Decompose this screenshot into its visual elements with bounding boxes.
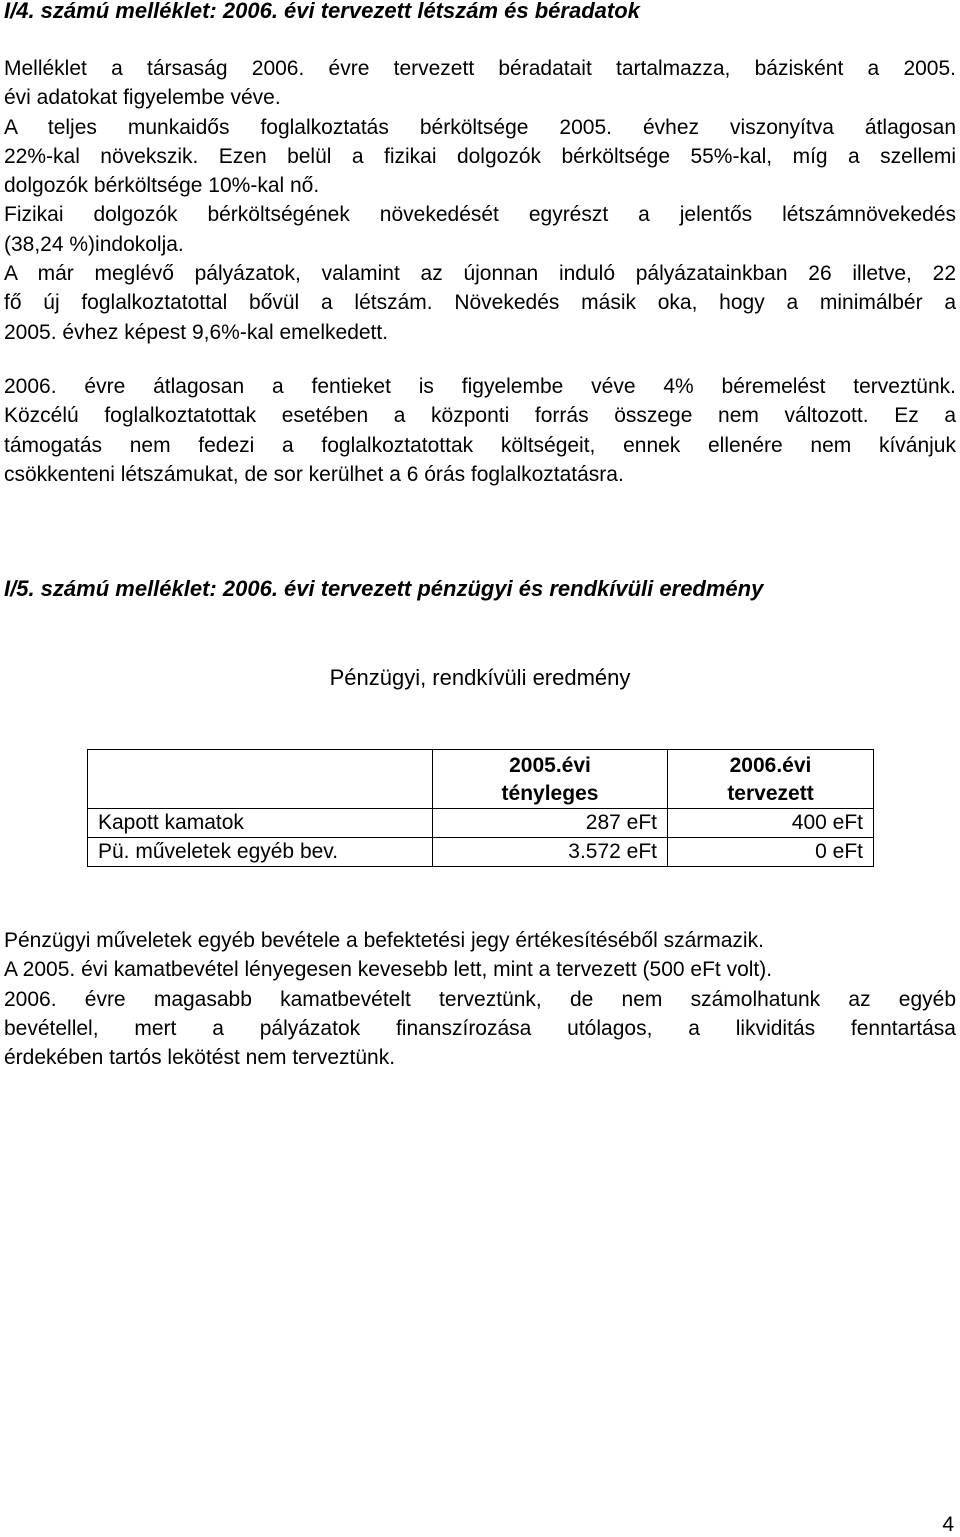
section-5-heading: I/5. számú melléklet: 2006. évi tervezett pénzügyi és rendkívüli eredmény bbox=[4, 576, 764, 601]
section-5-body bbox=[4, 926, 956, 1072]
table-cell-label: Kapott kamatok bbox=[88, 809, 433, 838]
text-line: A 2005. évi kamatbevétel lényegesen kevesebb lett, mint a tervezett (500 eFt volt). bbox=[4, 958, 773, 982]
table-cell-value: 400 eFt bbox=[668, 809, 874, 838]
page-number: 4 bbox=[942, 1513, 954, 1536]
header-line: 2006.évi bbox=[729, 754, 812, 777]
text-line: 2005. évhez képest 9,6%-kal emelkedett. bbox=[4, 320, 389, 344]
text-line: érdekében tartós lekötést nem terveztünk. bbox=[4, 1046, 396, 1070]
financial-results-table bbox=[87, 749, 874, 867]
text-line: Melléklet a társaság 2006. évre tervezett béradatait tartalmazza, bázisként a 2005. bbox=[4, 57, 956, 80]
text-line: (38,24 %)indokolja. bbox=[4, 232, 184, 256]
table-row bbox=[88, 838, 874, 867]
table-header-2005 bbox=[433, 750, 668, 809]
text-line: Fizikai dolgozók bérköltségének növekedését egyrészt a jelentős létszámnövekedés bbox=[4, 203, 956, 227]
text-line: 22%-kal növekszik. Ezen belül a fizikai dolgozók bérköltsége 55%-kal, míg a szellemi bbox=[4, 144, 956, 168]
text-line: 2006. évre magasabb kamatbevételt terveztünk, de nem számolhatunk az egyéb bbox=[4, 987, 956, 1011]
text-line: támogatás nem fedezi a foglalkoztatottak költségeit, ennek ellenére nem kívánjuk bbox=[4, 433, 956, 457]
header-line: 2005.évi bbox=[509, 754, 591, 777]
table-header-empty bbox=[88, 750, 433, 809]
text-line: bevétellel, mert a pályázatok finanszírozása utólagos, a likviditás fenntartása bbox=[4, 1016, 956, 1040]
text-line: csökkenteni létszámukat, de sor kerülhet a 6 órás foglalkoztatásra. bbox=[4, 462, 624, 486]
table-cell-value: 3.572 eFt bbox=[433, 838, 668, 867]
table-row bbox=[88, 809, 874, 838]
text-line: évi adatokat figyelembe véve. bbox=[4, 86, 281, 110]
header-line: tényleges bbox=[501, 782, 599, 805]
table-cell-label: Pü. műveletek egyéb bev. bbox=[88, 838, 433, 867]
table-cell-value: 0 eFt bbox=[668, 838, 874, 867]
table-caption: Pénzügyi, rendkívüli eredmény bbox=[329, 665, 631, 690]
section-4-body-2 bbox=[4, 372, 956, 489]
section-4-heading: I/4. számú melléklet: 2006. évi tervezett létszám és béradatok bbox=[4, 0, 640, 23]
text-line: Közcélú foglalkoztatottak esetében a központi forrás összege nem változott. Ez a bbox=[4, 404, 956, 428]
text-line: Pénzügyi műveletek egyéb bevétele a befektetési jegy értékesítéséből származik. bbox=[4, 929, 764, 952]
section-4-body bbox=[4, 54, 956, 347]
header-line: tervezett bbox=[727, 782, 814, 805]
table-header-2006 bbox=[668, 750, 874, 809]
text-line: A teljes munkaidős foglalkoztatás bérköltsége 2005. évhez viszonyítva átlagosan bbox=[4, 115, 956, 139]
table-header-row bbox=[88, 750, 874, 809]
text-line: fő új foglalkoztatottal bővül a létszám. Növekedés másik oka, hogy a minimálbér a bbox=[4, 291, 956, 315]
text-line: dolgozók bérköltsége 10%-kal nő. bbox=[4, 174, 320, 198]
table-cell-value: 287 eFt bbox=[433, 809, 668, 838]
text-line: A már meglévő pályázatok, valamint az újonnan induló pályázatainkban 26 illetve, 22 bbox=[4, 262, 956, 286]
text-line: 2006. évre átlagosan a fentieket is figyelembe véve 4% béremelést terveztünk. bbox=[4, 375, 956, 398]
